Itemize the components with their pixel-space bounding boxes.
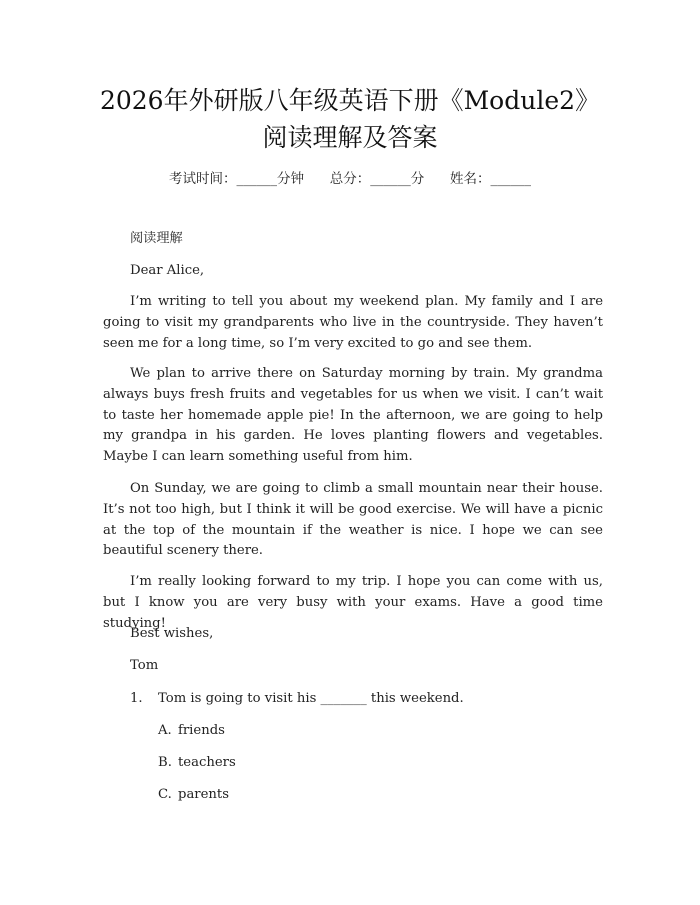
letter-greeting: Dear Alice, xyxy=(130,263,205,278)
letter-paragraph-1: I’m writing to tell you about my weekend plan. My family and I are going to visit my grandparents who live in the countryside. They haven’t seen me for a long time, so I’m very excited to go and see them. xyxy=(103,294,603,351)
option-text: friends xyxy=(178,723,225,738)
question-text: Tom is going to visit his _______ this weekend. xyxy=(158,691,464,706)
option-c xyxy=(158,785,658,806)
option-a xyxy=(158,721,658,742)
option-text: teachers xyxy=(178,755,236,770)
option-letter: A. xyxy=(158,723,172,738)
letter-paragraph-4: I’m really looking forward to my trip. I hope you can come with us, but I know you are very busy with your exams. Have a good time studying! xyxy=(103,574,603,631)
option-letter: B. xyxy=(158,755,172,770)
document-title-line2: 阅读理解及答案 xyxy=(262,123,438,152)
letter-paragraph-3: On Sunday, we are going to climb a small mountain near their house. It’s not too high, but I think it will be good exercise. We will have a picnic at the top of the mountain if the weather is nice. I hope we can see beautiful scenery there. xyxy=(103,481,603,559)
option-text: parents xyxy=(178,787,229,802)
option-letter: C. xyxy=(158,787,172,802)
letter-closing: Best wishes, xyxy=(130,626,214,641)
document-title-line1: 2026年外研版八年级英语下册《Module2》 xyxy=(99,86,601,115)
question-1 xyxy=(130,689,630,710)
letter-signature: Tom xyxy=(130,658,159,673)
question-number: 1. xyxy=(130,691,143,706)
section-heading: 阅读理解 xyxy=(130,231,183,246)
exam-info-line: 考试时间：______分钟 总分：______分 姓名：______ xyxy=(169,171,531,187)
letter-paragraph-2: We plan to arrive there on Saturday morning by train. My grandma always buys fresh fruits and vegetables for us when we visit. I can’t wait to taste her homemade apple pie! In the afternoon, we are going to help my grandpa in his garden. He loves planting flowers and vegetables. Maybe I can learn something useful from him. xyxy=(103,366,603,465)
option-b xyxy=(158,753,658,774)
